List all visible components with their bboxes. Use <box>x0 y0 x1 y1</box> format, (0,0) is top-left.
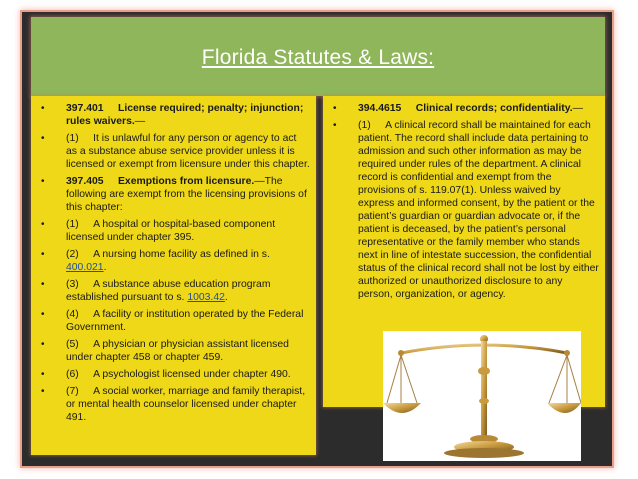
subsection-text: A substance abuse education program established pursuant to s. <box>66 279 271 303</box>
bullet-icon: • <box>41 369 45 380</box>
slide-title: Florida Statutes & Laws: <box>201 46 435 69</box>
subsection-text: A social worker, marriage and family therapist, or mental health counselor licensed under chapter 491. <box>66 386 306 423</box>
statute-heading: Exemptions from licensure. <box>118 176 255 187</box>
subsection-number: (6) <box>66 369 79 380</box>
statute-number: 397.401 <box>66 103 104 114</box>
statute-heading: License required; penalty; injunction; rules waivers. <box>66 103 304 127</box>
scales-of-justice-icon <box>383 331 581 461</box>
list-item <box>31 132 316 171</box>
subsection-text: A facility or institution operated by the Federal Government. <box>66 309 304 333</box>
subsection-text: A clinical record shall be maintained for each patient. The record shall include data pertaining to admission and such other information as may be required under rules of the department. A clinical record is confidential and exempt from the provisions of s. 119.07(1). Unless waived by express and informed consent, by the patient or the patient’s guardian or guardian advocate or, if the patient is deceased, by the patient’s personal representative or the family member who stands next in line of intestate succession, the confidential status of the clinical record shall not be lost by either authorized or unauthorized disclosure to any person, organization, or agency. <box>358 120 599 300</box>
bullet-icon: • <box>41 219 45 230</box>
bullet-icon: • <box>41 386 45 397</box>
bullet-icon: • <box>41 133 45 144</box>
list-item <box>31 175 316 214</box>
link-trailing-punctuation: . <box>224 292 228 303</box>
list-item <box>323 119 605 301</box>
left-bullet-list <box>31 102 316 428</box>
subsection-text: A hospital or hospital-based component licensed under chapter 395. <box>66 219 276 243</box>
statute-link[interactable]: 400.021 <box>66 262 104 273</box>
statute-number: 394.4615 <box>358 103 402 114</box>
subsection-number: (3) <box>66 279 79 290</box>
subsection-number: (5) <box>66 339 79 350</box>
statute-number: 397.405 <box>66 176 104 187</box>
subsection-number: (2) <box>66 249 79 260</box>
left-content-panel <box>31 96 316 455</box>
statute-suffix: —The following are exempt from the licensing provisions of this chapter: <box>66 176 307 213</box>
list-item <box>31 248 316 274</box>
subsection-text: It is unlawful for any person or agency to act as a substance abuse service provider unless it is licensed or exempt from licensure under this chapter. <box>66 133 310 170</box>
list-item <box>31 218 316 244</box>
list-item <box>31 385 316 424</box>
link-trailing-punctuation: . <box>103 262 107 273</box>
subsection-text: A nursing home facility as defined in s. <box>93 249 270 260</box>
bullet-icon: • <box>41 279 45 290</box>
subsection-number: (7) <box>66 386 79 397</box>
list-item <box>31 308 316 334</box>
right-bullet-list <box>323 102 605 305</box>
subsection-number: (4) <box>66 309 79 320</box>
subsection-number: (1) <box>66 133 79 144</box>
statute-suffix: — <box>572 103 584 114</box>
bullet-icon: • <box>41 249 45 260</box>
bullet-icon: • <box>333 103 337 114</box>
statute-link[interactable]: 1003.42 <box>187 292 225 303</box>
subsection-number: (1) <box>358 120 371 131</box>
list-item <box>31 338 316 364</box>
list-item <box>323 102 605 115</box>
title-bar <box>31 17 605 96</box>
scales-of-justice-image <box>383 331 581 461</box>
bullet-icon: • <box>41 339 45 350</box>
bullet-icon: • <box>41 103 45 114</box>
list-item <box>31 368 316 381</box>
bullet-icon: • <box>333 120 337 131</box>
bullet-icon: • <box>41 309 45 320</box>
list-item <box>31 102 316 128</box>
list-item <box>31 278 316 304</box>
statute-suffix: — <box>134 116 146 127</box>
subsection-text: A psychologist licensed under chapter 490. <box>93 369 291 380</box>
statute-heading: Clinical records; confidentiality. <box>415 103 573 114</box>
subsection-text: A physician or physician assistant licensed under chapter 458 or chapter 459. <box>66 339 289 363</box>
bullet-icon: • <box>41 176 45 187</box>
subsection-number: (1) <box>66 219 79 230</box>
